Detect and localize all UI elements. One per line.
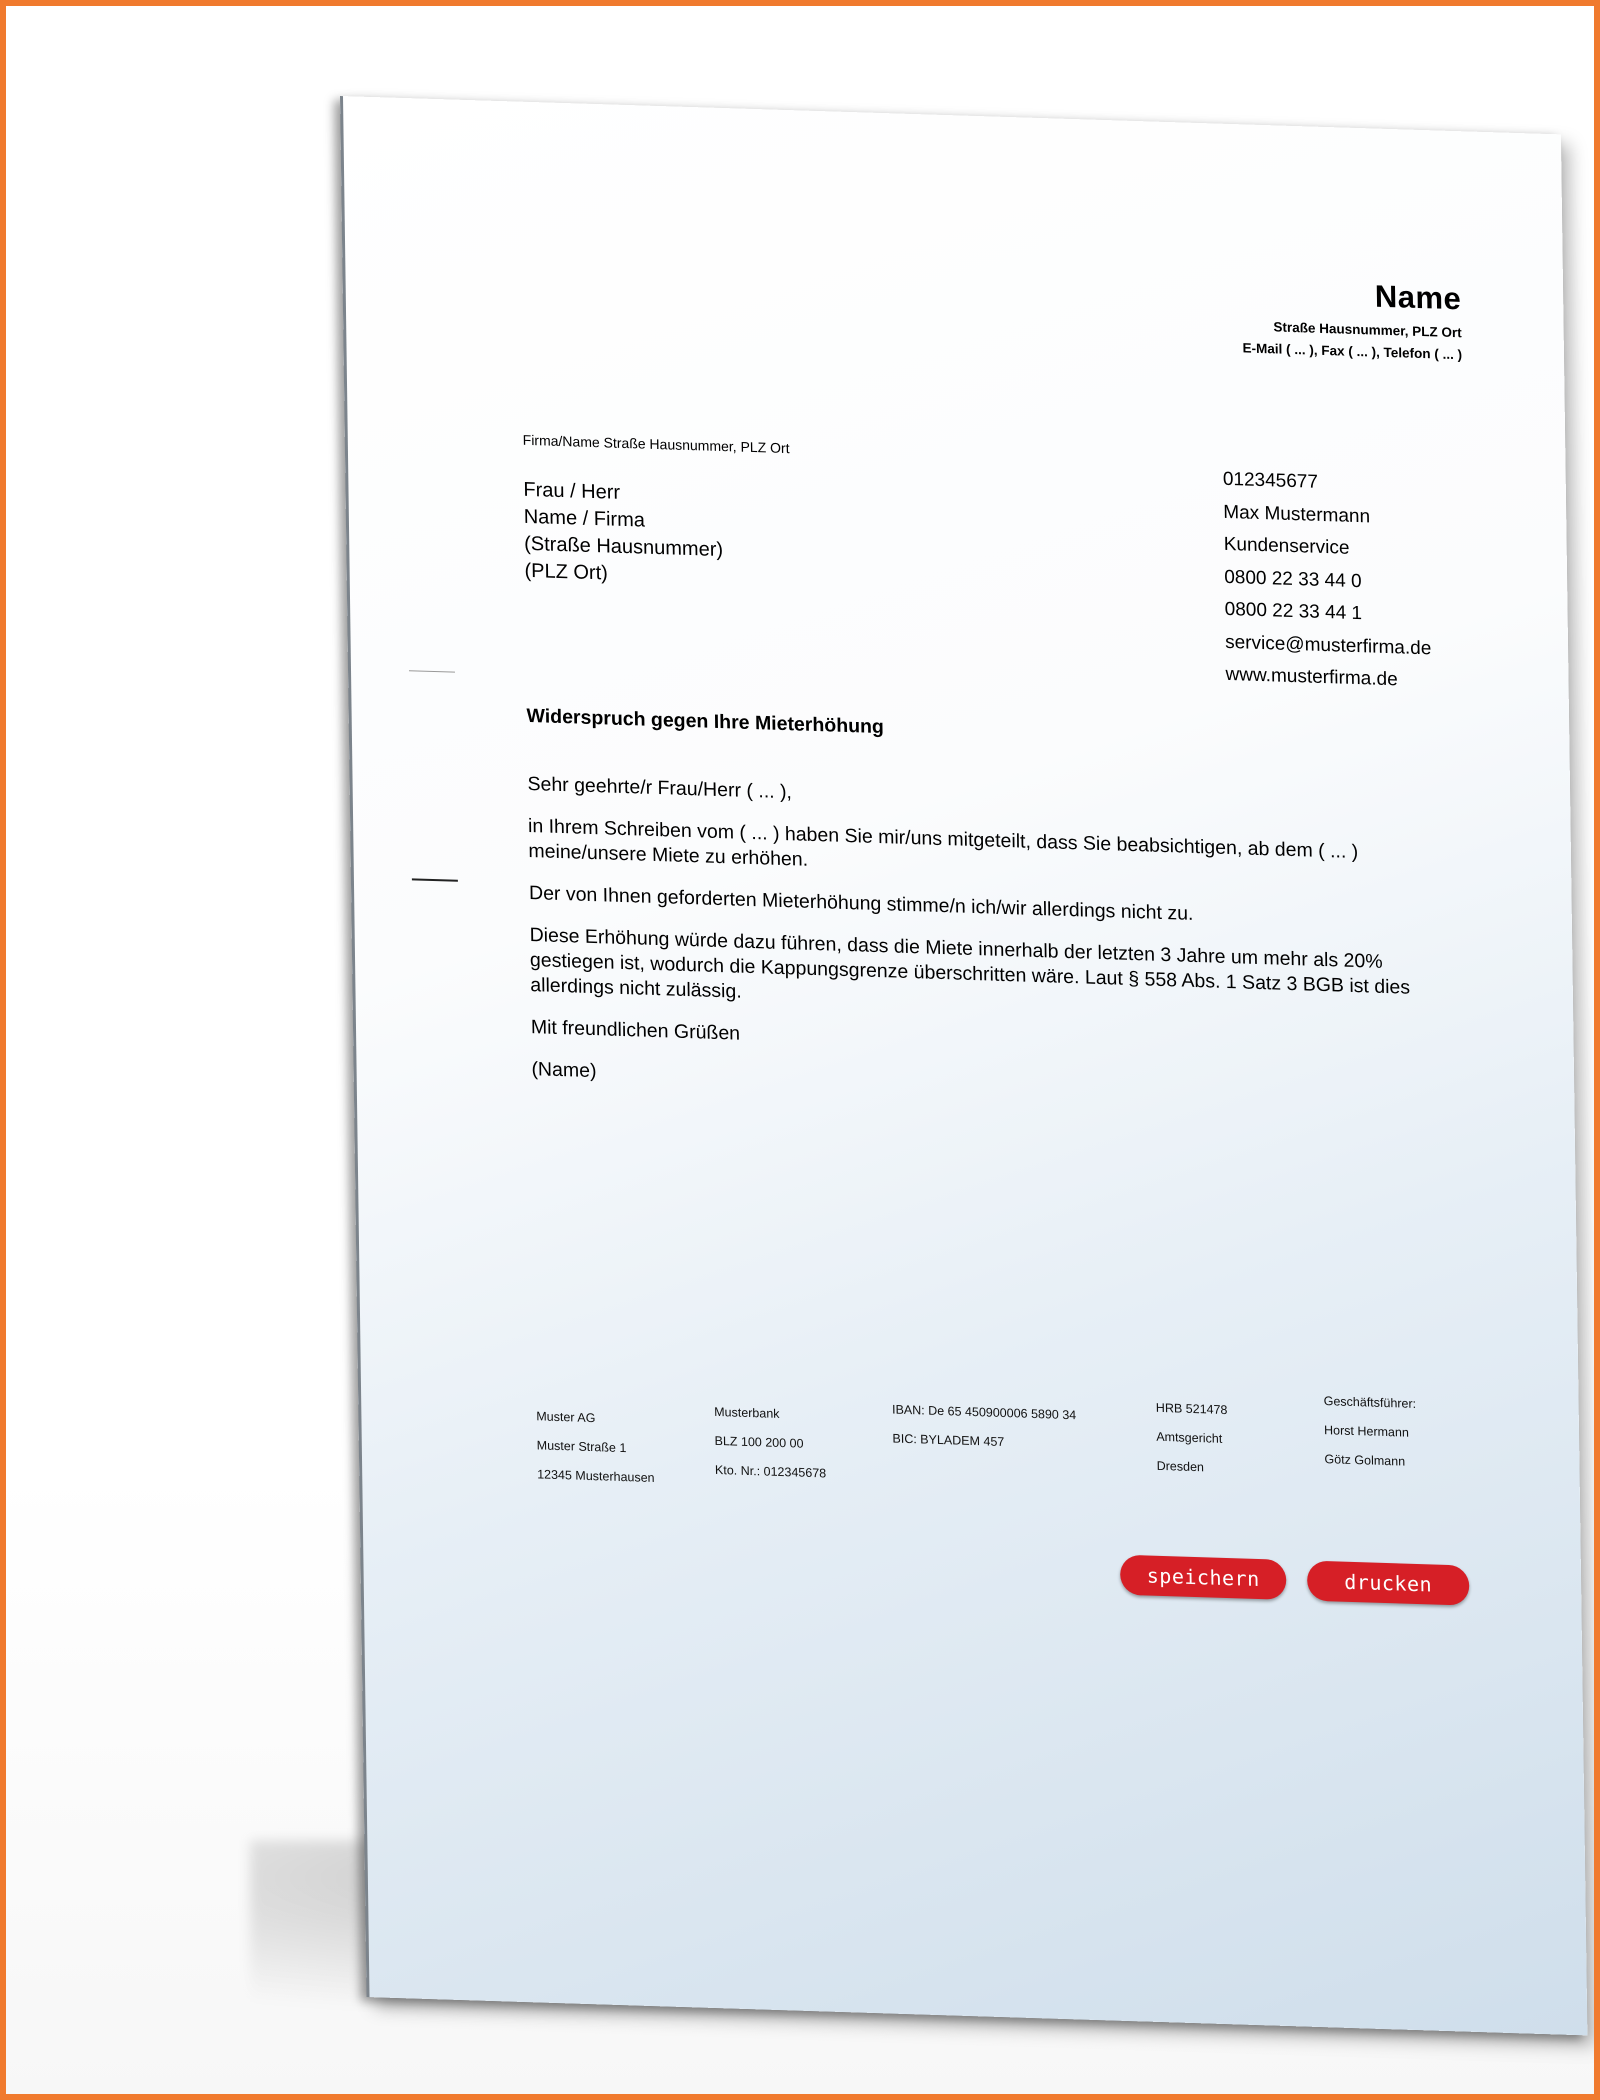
salutation: Sehr geehrte/r Frau/Herr ( ... ),: [527, 772, 793, 804]
recipient-line: Name / Firma: [523, 505, 646, 532]
footer-line: Musterbank: [714, 1404, 780, 1421]
website: www.musterfirma.de: [1225, 663, 1398, 691]
sender-contact: E-Mail ( ... ), Fax ( ... ), Telefon ( ... ): [1242, 340, 1463, 363]
return-address: Firma/Name Straße Hausnummer, PLZ Ort: [522, 431, 790, 457]
sender-address: Straße Hausnummer, PLZ Ort: [1273, 319, 1462, 341]
footer-line: 12345 Musterhausen: [537, 1467, 655, 1486]
footer-register: [1156, 1394, 1229, 1483]
footer-line: Götz Golmann: [1324, 1452, 1406, 1469]
department: Kundenservice: [1223, 533, 1350, 559]
footer-line: Amtsgericht: [1156, 1429, 1223, 1446]
body-paragraph: in Ihrem Schreiben vom ( ... ) haben Sie mir/uns mitgeteilt, dass Sie beabsichtigen, ab dem ( ... ) meine/unsere Miete zu erhöhen.: [527, 814, 1359, 871]
footer-line: HRB 521478: [1155, 1400, 1228, 1418]
footer-line: IBAN: De 65 450900006 5890 34: [891, 1402, 1077, 1423]
footer-line: Geschäftsführer:: [1323, 1394, 1417, 1411]
letter-document: [340, 96, 1587, 2035]
footer-management: [1323, 1387, 1417, 1477]
footer-line: BIC: BYLADEM 457: [892, 1431, 1005, 1450]
fold-mark: [409, 670, 455, 672]
footer-company: [536, 1402, 655, 1493]
body-paragraph: Diese Erhöhung würde dazu führen, dass die Miete innerhalb der letzten 3 Jahre um mehr als 20% gestiegen ist, wodurch die Kappungsgrenze überschritten wäre. Laut § 558 Abs. 1 Satz 3 BGB ist dies allerdings nicht zulässig.: [529, 924, 1411, 1003]
phone-number: 0800 22 33 44 0: [1224, 566, 1362, 592]
closing: Mit freundlichen Grüßen: [530, 1016, 741, 1045]
letter-footer: [536, 1374, 1436, 1486]
footer-line: Horst Hermann: [1324, 1423, 1409, 1440]
footer-iban: [892, 1395, 1077, 1459]
contact-person: Max Mustermann: [1223, 501, 1371, 527]
footer-line: Kto. Nr.: 012345678: [714, 1462, 827, 1481]
reference-number: 012345677: [1222, 468, 1319, 493]
body-paragraph: Der von Ihnen geforderten Mieterhöhung stimme/n ich/wir allerdings nicht zu.: [528, 882, 1194, 925]
letter-body: [527, 772, 1431, 1127]
recipient-line: (Straße Hausnummer): [524, 532, 724, 562]
signature: (Name): [531, 1058, 597, 1083]
footer-bank: [714, 1398, 826, 1489]
recipient-address: [523, 477, 723, 591]
sender-name: Name: [1374, 278, 1462, 317]
fax-number: 0800 22 33 44 1: [1224, 598, 1363, 625]
footer-line: Muster Straße 1: [536, 1438, 627, 1456]
recipient-line: (PLZ Ort): [524, 559, 609, 585]
email-address: service@musterfirma.de: [1225, 631, 1432, 659]
save-button[interactable]: speichern: [1120, 1555, 1287, 1600]
footer-line: Muster AG: [536, 1409, 596, 1426]
print-button[interactable]: drucken: [1307, 1561, 1470, 1606]
letter-subject: Widerspruch gegen Ihre Mieterhöhung: [526, 704, 885, 739]
punch-mark: [412, 878, 458, 881]
sender-header: [1241, 274, 1462, 362]
contact-block: [1223, 464, 1432, 698]
footer-line: BLZ 100 200 00: [714, 1433, 804, 1451]
recipient-line: Frau / Herr: [523, 478, 621, 504]
footer-line: Dresden: [1156, 1458, 1205, 1475]
